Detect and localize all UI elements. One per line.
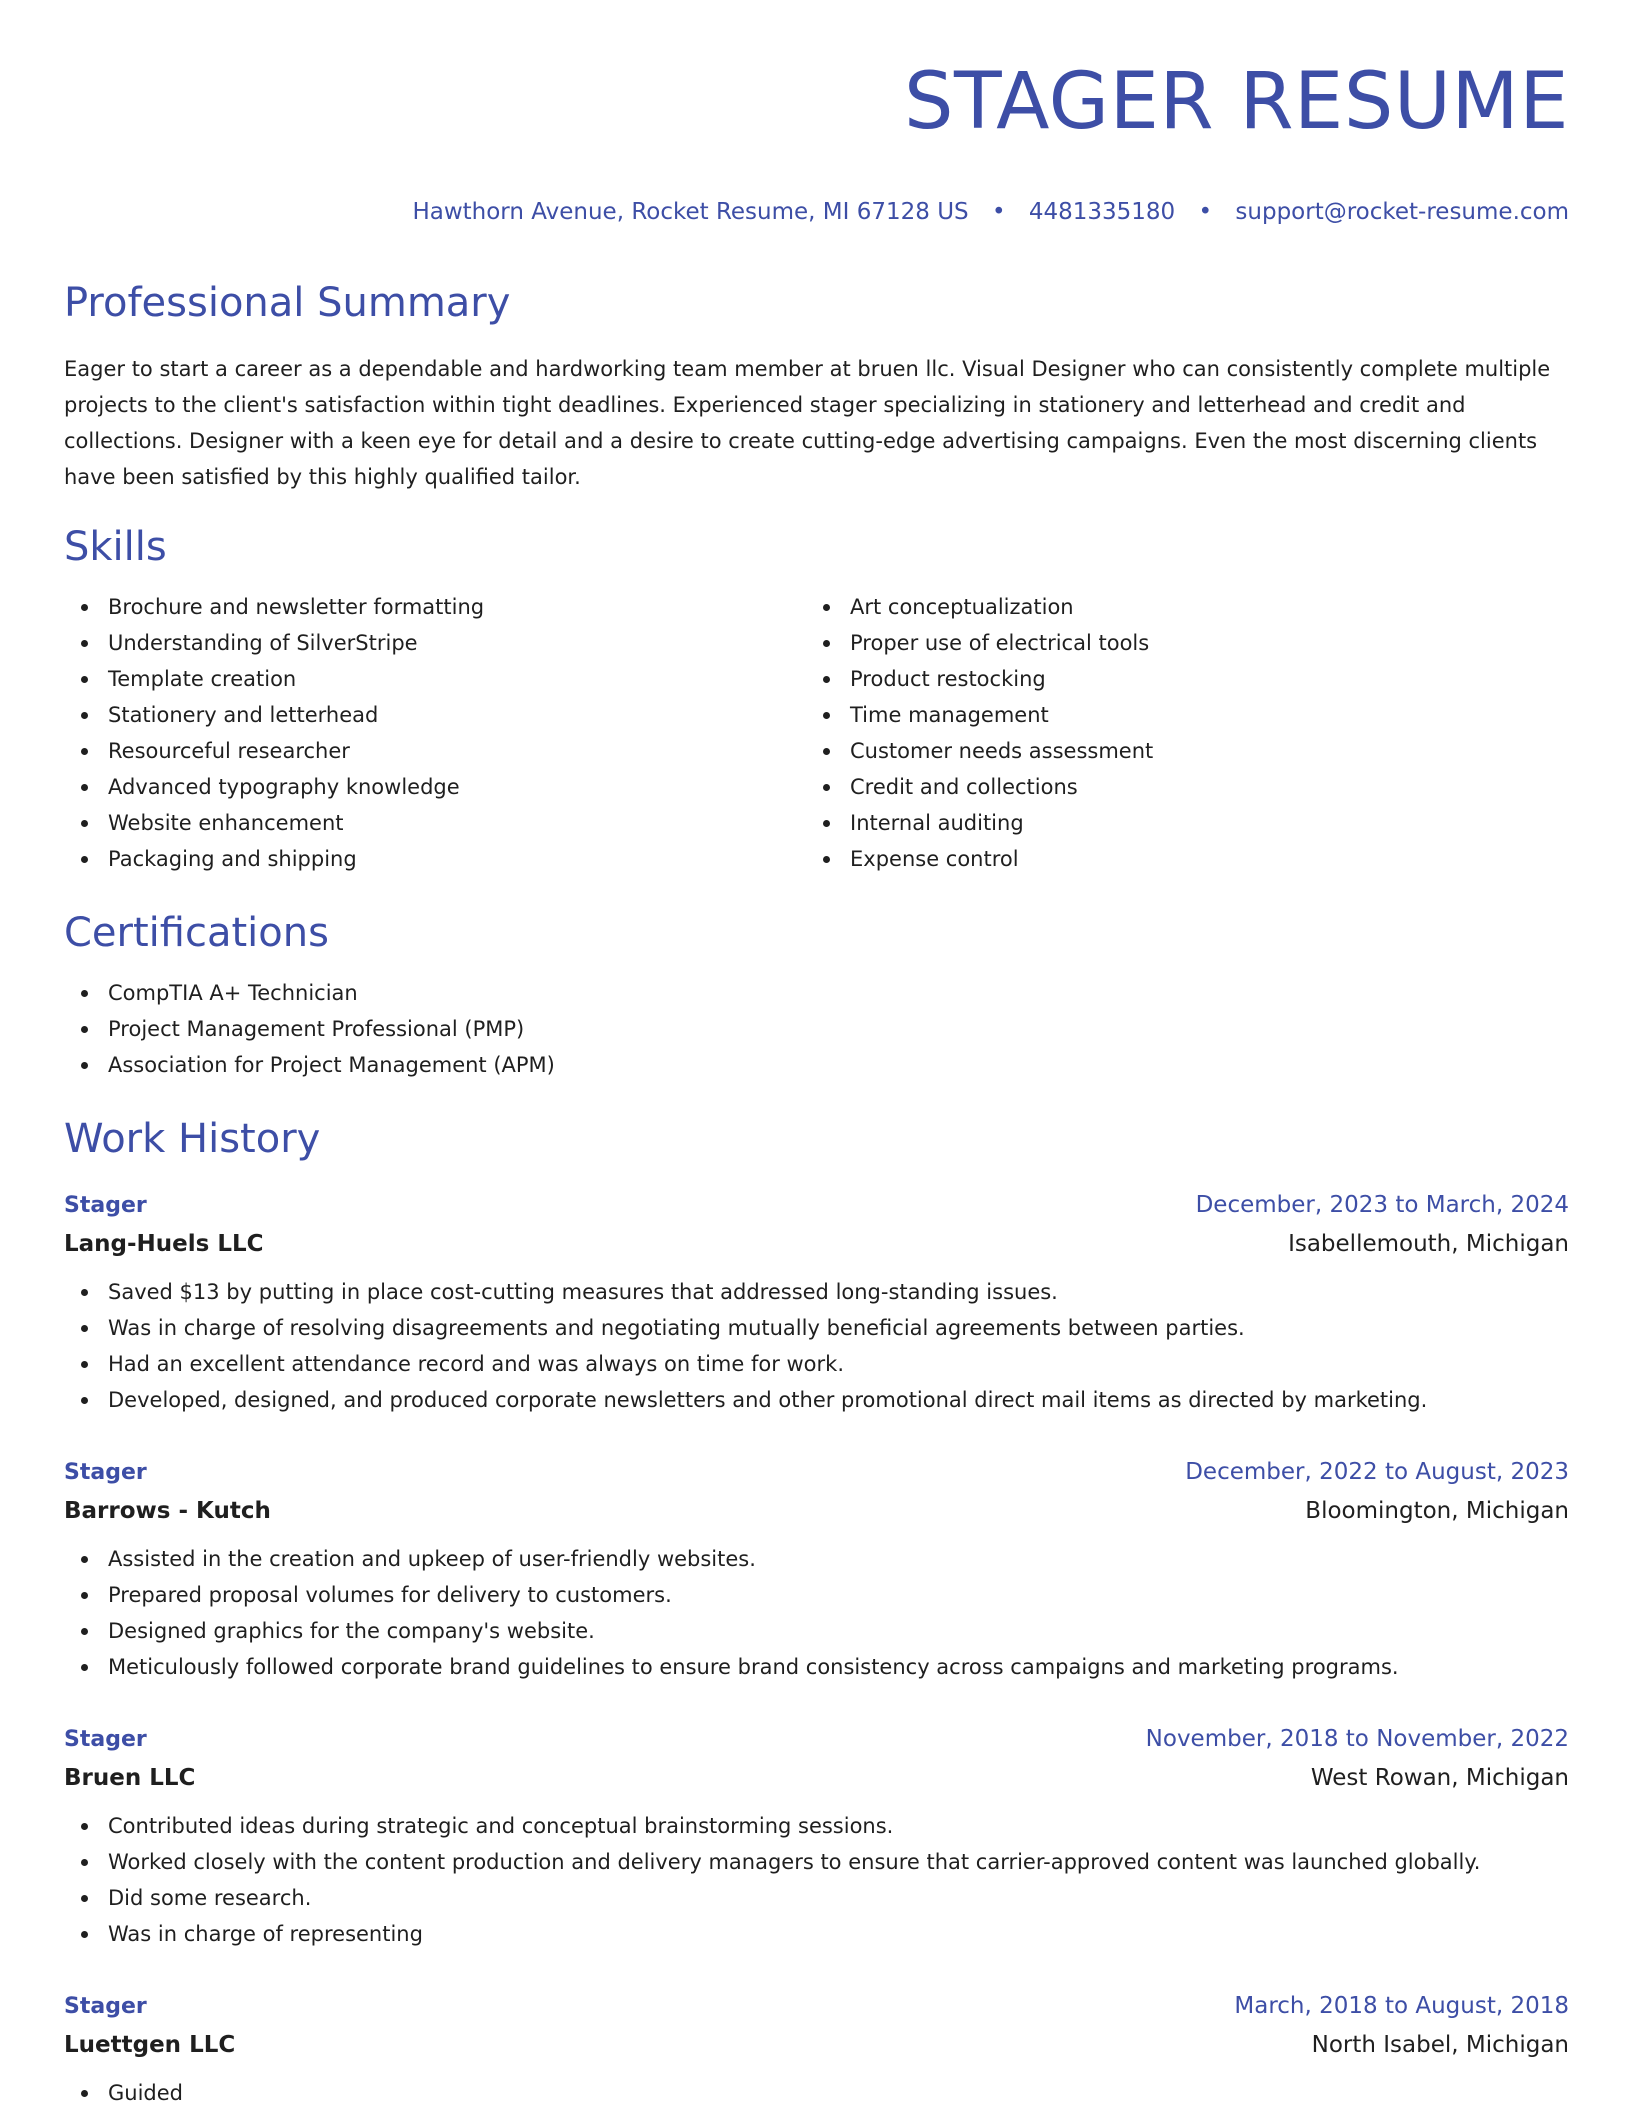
job-title: Stager — [64, 1727, 147, 1752]
skills-list-left — [64, 589, 806, 877]
contact-separator: • — [1198, 199, 1213, 225]
skill-item: Resourceful researcher — [64, 733, 806, 769]
certifications-section — [64, 907, 1569, 1083]
job-bullet: Designed graphics for the company's website. — [64, 1613, 1569, 1649]
certification-item: CompTIA A+ Technician — [64, 975, 1569, 1011]
skills-list-right — [806, 589, 1548, 877]
job-title: Stager — [64, 1460, 147, 1485]
job-bullet: Was in charge of representing — [64, 1916, 1569, 1952]
certification-item: Project Management Professional (PMP) — [64, 1011, 1569, 1047]
skill-item: Expense control — [806, 841, 1548, 877]
skill-item: Website enhancement — [64, 805, 806, 841]
job-bullet-list — [64, 1541, 1569, 1685]
job-bullet-list — [64, 2075, 1569, 2111]
contact-separator: • — [991, 199, 1006, 225]
skill-item: Packaging and shipping — [64, 841, 806, 877]
skill-item: Art conceptualization — [806, 589, 1548, 625]
job-dates: December, 2022 to August, 2023 — [1185, 1459, 1569, 1485]
work-history-title: Work History — [64, 1116, 321, 1162]
resume-name: STAGER RESUME — [904, 57, 1569, 147]
certifications-list — [64, 975, 1569, 1083]
job-bullet: Assisted in the creation and upkeep of user-friendly websites. — [64, 1541, 1569, 1577]
job-company: Luettgen LLC — [64, 2032, 236, 2058]
job-header-row — [64, 1988, 1569, 2025]
resume-header — [64, 0, 1569, 227]
job-bullet-list — [64, 1808, 1569, 1952]
work-history-section — [64, 1113, 1569, 2111]
skill-item: Proper use of electrical tools — [806, 625, 1548, 661]
job-entry — [64, 1988, 1569, 2111]
job-bullet: Was in charge of resolving disagreements and negotiating mutually beneficial agreements between parties. — [64, 1310, 1569, 1346]
job-company: Lang-Huels LLC — [64, 1231, 264, 1257]
skill-item: Credit and collections — [806, 769, 1548, 805]
summary-section — [64, 277, 1569, 495]
job-company-row — [64, 2025, 1569, 2065]
contact-line — [64, 197, 1569, 227]
job-bullet: Guided — [64, 2075, 1569, 2111]
skill-item: Customer needs assessment — [806, 733, 1548, 769]
summary-title: Professional Summary — [64, 280, 511, 326]
skill-item: Brochure and newsletter formatting — [64, 589, 806, 625]
skill-item: Template creation — [64, 661, 806, 697]
job-dates: March, 2018 to August, 2018 — [1234, 1993, 1569, 2019]
job-location: Isabellemouth, Michigan — [1288, 1231, 1569, 1257]
job-bullet-list — [64, 1274, 1569, 1418]
job-bullet: Meticulously followed corporate brand guidelines to ensure brand consistency across campaigns and marketing programs. — [64, 1649, 1569, 1685]
job-bullet: Prepared proposal volumes for delivery to customers. — [64, 1577, 1569, 1613]
job-company-row — [64, 1224, 1569, 1264]
skill-item: Internal auditing — [806, 805, 1548, 841]
job-entry — [64, 1187, 1569, 1418]
job-bullet: Developed, designed, and produced corporate newsletters and other promotional direct mail items as directed by marketing. — [64, 1382, 1569, 1418]
job-entry — [64, 1454, 1569, 1685]
summary-text: Eager to start a career as a dependable and hardworking team member at bruen llc. Visual Designer who can consistently complete multiple projects to the client's satisfaction within tight deadlines. Experienced stager specializing in stationery and letterhead and credit and collections. Designer with a keen eye for detail and a desire to create cutting-edge advertising campaigns. Even the most discerning clients have been satisfied by this highly qualified tailor. — [64, 357, 1551, 489]
skill-item: Advanced typography knowledge — [64, 769, 806, 805]
skills-title: Skills — [64, 524, 167, 570]
skill-item: Time management — [806, 697, 1548, 733]
job-location: West Rowan, Michigan — [1310, 1765, 1569, 1791]
job-dates: December, 2023 to March, 2024 — [1195, 1192, 1569, 1218]
job-bullet: Contributed ideas during strategic and conceptual brainstorming sessions. — [64, 1808, 1569, 1844]
certification-item: Association for Project Management (APM) — [64, 1047, 1569, 1083]
contact-email: support@rocket-resume.com — [1235, 199, 1569, 225]
job-company-row — [64, 1758, 1569, 1798]
job-entry — [64, 1721, 1569, 1952]
contact-address: Hawthorn Avenue, Rocket Resume, MI 67128 US — [412, 199, 969, 225]
contact-phone: 4481335180 — [1028, 199, 1176, 225]
job-location: Bloomington, Michigan — [1305, 1498, 1569, 1524]
job-company-row — [64, 1491, 1569, 1531]
certifications-title: Certifications — [64, 910, 329, 956]
skill-item: Understanding of SilverStripe — [64, 625, 806, 661]
job-title: Stager — [64, 1994, 147, 2019]
skill-item: Product restocking — [806, 661, 1548, 697]
job-company: Bruen LLC — [64, 1765, 196, 1791]
skill-item: Stationery and letterhead — [64, 697, 806, 733]
skills-section — [64, 521, 1569, 877]
job-dates: November, 2018 to November, 2022 — [1145, 1726, 1569, 1752]
job-title: Stager — [64, 1193, 147, 1218]
job-bullet: Saved $13 by putting in place cost-cutting measures that addressed long-standing issues. — [64, 1274, 1569, 1310]
job-company: Barrows - Kutch — [64, 1498, 271, 1524]
job-bullet: Had an excellent attendance record and was always on time for work. — [64, 1346, 1569, 1382]
job-bullet: Did some research. — [64, 1880, 1569, 1916]
job-header-row — [64, 1721, 1569, 1758]
skills-columns — [64, 589, 1569, 877]
job-location: North Isabel, Michigan — [1311, 2032, 1569, 2058]
job-header-row — [64, 1187, 1569, 1224]
job-header-row — [64, 1454, 1569, 1491]
job-bullet: Worked closely with the content production and delivery managers to ensure that carrier-approved content was launched globally. — [64, 1844, 1569, 1880]
